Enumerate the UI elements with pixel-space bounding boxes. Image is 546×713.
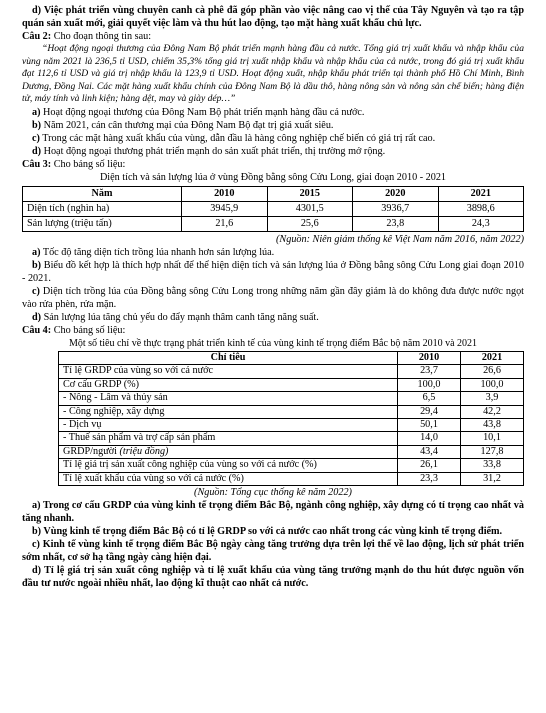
table-cell: 23,7 xyxy=(398,365,461,378)
table-cell: 127,8 xyxy=(461,445,524,458)
grdp-unit: (triệu đồng) xyxy=(116,445,169,457)
table-cell: 50,1 xyxy=(398,419,461,432)
table-cell: Sản lượng (triệu tấn) xyxy=(23,216,182,231)
q4-option-c xyxy=(22,538,524,564)
q2-option-b-text: Năm 2021, cán cân thương mại của Đông Nam Bộ đạt trị giá xuất siêu. xyxy=(41,119,334,131)
q4-source: (Nguồn: Tổng cục thống kê năm 2022) xyxy=(194,487,352,499)
q2-option-a xyxy=(22,106,524,119)
table-cell xyxy=(59,445,398,458)
q3-option-a-text: Tốc độ tăng diện tích trồng lúa nhanh hơn sản lượng lúa. xyxy=(40,246,275,258)
q3-table xyxy=(22,186,524,232)
table-header-row xyxy=(23,186,524,201)
q4-option-d xyxy=(22,564,524,590)
table-cell: 26,1 xyxy=(398,459,461,472)
q3-option-a xyxy=(22,246,524,259)
q3-option-b xyxy=(22,259,524,285)
q3-option-d xyxy=(22,311,524,324)
table-cell: 10,1 xyxy=(461,432,524,445)
q4-option-d-text: Tỉ lệ giá trị sản xuất công nghiệp và tỉ lệ xuất khẩu của vùng tăng trưởng mạnh do thu hút được nguồn vốn đầu tư nước ngoài nhiều nhất, lao động kĩ thuật cao nhất cả nước. xyxy=(22,565,524,590)
table-row xyxy=(59,405,524,418)
table-header-cell: 2021 xyxy=(461,351,524,364)
table-cell: 14,0 xyxy=(398,432,461,445)
table-cell: Tỉ lệ GRDP của vùng so với cả nước xyxy=(59,365,398,378)
table-cell: 4301,5 xyxy=(267,201,353,216)
q3-option-c-label: c) xyxy=(32,285,40,297)
table-header-cell: 2021 xyxy=(438,186,524,201)
table-row xyxy=(59,419,524,432)
table-header-cell: 2020 xyxy=(353,186,439,201)
q4-option-d-label: d) xyxy=(32,565,42,577)
q3-intro: Cho bảng số liệu: xyxy=(53,158,126,170)
table-cell: - Thuế sản phẩm và trợ cấp sản phẩm xyxy=(59,432,398,445)
q2-option-a-text: Hoạt động ngoại thương của Đông Nam Bộ phát triển mạnh hàng đầu cả nước. xyxy=(40,106,365,118)
q2-header xyxy=(22,30,524,43)
table-cell: 25,6 xyxy=(267,216,353,231)
q2-option-d-text: Hoạt động ngoại thương phát triển mạnh do sản xuất phát triển, thị trường mở rộng. xyxy=(41,145,386,157)
q3-option-b-text: Biểu đồ kết hợp là thích hợp nhất để thể hiện diện tích và sản lượng lúa ở Đồng bằng sông Cửu Long giai đoạn 2010 - 2021. xyxy=(22,259,524,284)
q3-option-a-label: a) xyxy=(32,246,41,258)
table-cell: 21,6 xyxy=(182,216,268,231)
q4-heading: Câu 4: xyxy=(22,324,52,336)
q4-option-b xyxy=(22,525,524,538)
table-header-cell: Năm xyxy=(23,186,182,201)
q4-option-a-label: a) xyxy=(32,500,41,512)
table-row xyxy=(59,432,524,445)
table-cell: 3898,6 xyxy=(438,201,524,216)
q2-option-c-label: c) xyxy=(32,132,40,144)
q2-option-a-label: a) xyxy=(32,106,41,118)
table-cell: - Nông - Lâm và thủy sản xyxy=(59,392,398,405)
q3-option-b-label: b) xyxy=(32,259,42,271)
q3-heading: Câu 3: xyxy=(22,158,52,170)
table-row xyxy=(59,365,524,378)
q4-option-c-text: Kinh tế vùng kinh tế trọng điểm Bắc Bộ ngày càng tăng trưởng dựa trên lợi thế về lao động, lịch sử phát triển sớm nhất, cơ sở hạ tầng ngày càng hiện đại. xyxy=(22,539,524,564)
table-header-cell: 2015 xyxy=(267,186,353,201)
q1-option-d xyxy=(22,4,524,30)
table-header-cell: Chỉ tiêu xyxy=(59,351,398,364)
table-row xyxy=(59,445,524,458)
table-cell: 23,8 xyxy=(353,216,439,231)
table-cell: Tỉ lệ giá trị sản xuất công nghiệp của vùng so với cả nước (%) xyxy=(59,459,398,472)
table-header-cell: 2010 xyxy=(182,186,268,201)
q4-table xyxy=(58,351,524,486)
table-cell: 100,0 xyxy=(461,378,524,391)
table-row xyxy=(59,378,524,391)
q4-option-b-text: Vùng kinh tế trọng điểm Bắc Bộ có tỉ lệ GRDP so với cả nước cao nhất trong các vùng kinh tế trọng điểm. xyxy=(41,526,503,538)
table-cell: - Công nghiệp, xây dựng xyxy=(59,405,398,418)
table-cell: 3945,9 xyxy=(182,201,268,216)
table-row xyxy=(59,472,524,485)
q2-option-c xyxy=(22,132,524,145)
table-row xyxy=(23,201,524,216)
table-row xyxy=(59,392,524,405)
q2-option-c-text: Trong các mặt hàng xuất khẩu của vùng, dẫn đầu là hàng công nghiệp chế biến có giá trị rất cao. xyxy=(39,132,436,144)
q3-option-d-label: d) xyxy=(32,311,42,323)
table-header-cell: 2010 xyxy=(398,351,461,364)
table-cell: 43,8 xyxy=(461,419,524,432)
table-row xyxy=(59,459,524,472)
q3-option-d-text: Sản lượng lúa tăng chủ yếu do đẩy mạnh thâm canh tăng năng suất. xyxy=(41,311,319,323)
q4-option-b-label: b) xyxy=(32,526,42,538)
table-cell: 33,8 xyxy=(461,459,524,472)
q4-header xyxy=(22,324,524,337)
q2-option-b-label: b) xyxy=(32,119,42,131)
table-cell: - Dịch vụ xyxy=(59,419,398,432)
table-cell: 100,0 xyxy=(398,378,461,391)
table-cell: 29,4 xyxy=(398,405,461,418)
q2-option-b xyxy=(22,119,524,132)
table-row xyxy=(23,216,524,231)
q2-option-d-label: d) xyxy=(32,145,42,157)
q4-option-c-label: c) xyxy=(32,539,40,551)
table-cell: 26,6 xyxy=(461,365,524,378)
table-cell: 42,2 xyxy=(461,405,524,418)
table-cell: 24,3 xyxy=(438,216,524,231)
table-header-row xyxy=(59,351,524,364)
table-cell: Diện tích (nghìn ha) xyxy=(23,201,182,216)
table-cell: 3,9 xyxy=(461,392,524,405)
q4-intro: Cho bảng số liệu: xyxy=(53,324,126,336)
q3-table-title: Diện tích và sản lượng lúa ở vùng Đồng bằng sông Cửu Long, giai đoạn 2010 - 2021 xyxy=(99,171,447,183)
table-cell: 23,3 xyxy=(398,472,461,485)
q3-option-c-text: Diện tích trồng lúa của Đồng bằng sông Cửu Long trong những năm gần đây giảm là do không đưa được nước ngọt vào rửa phèn, rửa mặn. xyxy=(22,285,524,310)
table-cell: 6,5 xyxy=(398,392,461,405)
table-cell: Cơ cấu GRDP (%) xyxy=(59,378,398,391)
q3-option-c xyxy=(22,285,524,311)
table-cell: 3936,7 xyxy=(353,201,439,216)
q4-option-a-text: Trong cơ cấu GRDP của vùng kinh tế trọng điểm Bắc Bộ, ngành công nghiệp, xây dựng có tỉ trọng cao nhất và tăng nhanh. xyxy=(22,500,524,525)
table-cell: 43,4 xyxy=(398,445,461,458)
q2-intro: Cho đoạn thông tin sau: xyxy=(53,31,152,42)
grdp-label: GRDP/người xyxy=(63,445,117,457)
q2-heading: Câu 2: xyxy=(22,31,52,42)
q4-table-title: Một số tiêu chí về thực trạng phát triển kinh tế của vùng kinh tế trọng điểm Bắc bộ năm 2010 và 2021 xyxy=(68,337,478,349)
q2-option-d xyxy=(22,145,524,158)
q3-header xyxy=(22,158,524,171)
q3-source: (Nguồn: Niên giám thống kê Việt Nam năm 2016, năm 2022) xyxy=(276,233,524,245)
q2-quote: “Hoạt động ngoại thương của Đông Nam Bộ phát triển mạnh hàng đầu cả nước. Tổng giá trị xuất khẩu và nhập khẩu của vùng năm 2021 là 236,5 tỉ USD, chiếm 35,3% tổng giá trị xuất nhập khẩu và nhập khẩu của cả nước, trong đó giá trị xuất khẩu đạt 112,6 tỉ USD và giá trị nhập khẩu là 123,9 tỉ USD. Hoạt động xuất, nhập khẩu phát triển tại thành phố Hồ Chí Minh, Bình Dương, Đồng Nai. Các mặt hàng xuất khẩu chính của Đông Nam Bộ là dầu thô, hàng nông sản và nông sản chế biến; hàng điện tử, máy tính và linh kiện; hàng dệt, may và giày dép…” xyxy=(22,43,524,105)
q1-option-d-text: d) Việc phát triển vùng chuyên canh cà phê đã góp phần vào việc nâng cao vị thế của Tây Nguyên và tạo ra tập quán sản xuất mới, giải quyết việc làm và thu hút lao động, tạo mặt hàng xuất khẩu chủ lực. xyxy=(22,5,524,29)
table-cell: 31,2 xyxy=(461,472,524,485)
q4-option-a xyxy=(22,499,524,525)
table-cell: Tỉ lệ xuất khẩu của vùng so với cả nước (%) xyxy=(59,472,398,485)
